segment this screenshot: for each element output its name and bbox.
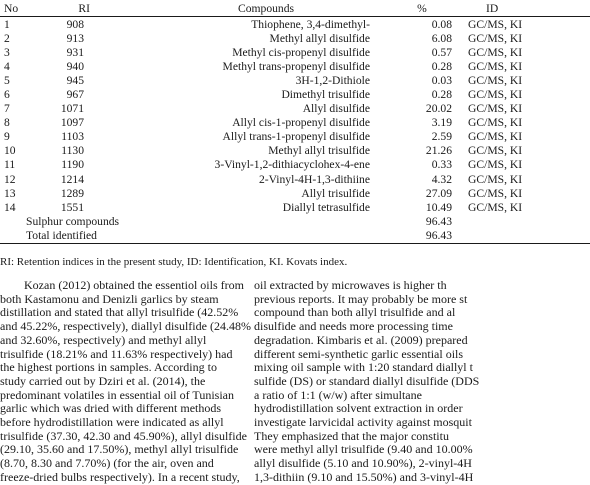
summary-empty-cell	[458, 228, 590, 243]
row-id: GC/MS, KI	[468, 200, 523, 214]
text-line: before hydrodistillation were indicated as allyl	[0, 415, 224, 430]
table-row	[0, 102, 590, 116]
summary-value: 96.43	[425, 214, 452, 228]
row-number: 4	[4, 59, 10, 73]
text-line: freeze-dried bulbs respectively). In a recent study,	[0, 469, 240, 484]
row-number: 3	[4, 45, 10, 59]
row-number: 12	[4, 172, 16, 186]
text-line: and 32.60%, respectively) and methyl allyl	[0, 332, 207, 347]
table-row	[0, 45, 590, 59]
table-row	[0, 158, 590, 172]
summary-value: 96.43	[372, 228, 458, 243]
text-line: compound than both allyl trisulfide and al	[254, 305, 456, 320]
table-row	[0, 87, 590, 101]
row-number: 8	[4, 116, 10, 130]
row-id: GC/MS, KI	[468, 172, 523, 186]
row-ri: 940	[66, 59, 84, 73]
row-percent: 0.33	[431, 158, 452, 172]
row-number: 7	[4, 102, 10, 116]
row-number: 14	[4, 200, 16, 214]
table-row	[0, 73, 590, 87]
text-line: Kozan (2012) obtained the essentiol oils from	[24, 278, 244, 292]
row-id: GC/MS, KI	[468, 116, 523, 130]
row-compound: Methyl allyl trisulfide	[268, 144, 370, 158]
text-line: investigate larvicidal activity against mosquit	[254, 415, 472, 430]
row-compound: Allyl disulfide	[302, 102, 370, 116]
table-row	[0, 17, 590, 32]
row-number: 5	[4, 73, 10, 87]
row-id: GC/MS, KI	[468, 88, 523, 102]
row-number: 11	[4, 158, 16, 172]
row-ri: 931	[66, 45, 84, 59]
row-id: GC/MS, KI	[468, 186, 523, 200]
row-id: GC/MS, KI	[468, 45, 523, 59]
text-line: different semi-synthetic garlic essential oils	[254, 346, 464, 361]
row-ri: 1214	[60, 172, 84, 186]
row-number: 10	[4, 144, 16, 158]
row-percent: 20.02	[425, 102, 452, 116]
table-body	[0, 17, 590, 244]
text-line: previous reports. It may probably be more st	[254, 291, 468, 306]
text-line: distillation and stated that allyl trisulfide (42.52%	[0, 305, 239, 320]
row-percent: 4.32	[431, 172, 452, 186]
header-ri: RI	[30, 0, 100, 17]
row-percent: 0.57	[431, 45, 452, 59]
row-id: GC/MS, KI	[468, 17, 523, 31]
row-compound: Allyl trans-1-propenyl disulfide	[222, 130, 370, 144]
row-ri: 1097	[60, 116, 84, 130]
summary-empty-cell	[458, 214, 590, 228]
row-ri: 1551	[60, 200, 84, 214]
row-ri: 1190	[61, 158, 84, 172]
row-percent: 0.28	[431, 88, 452, 102]
text-line: sulfide (DS) or standard diallyl disulfide (DDS	[254, 373, 480, 388]
row-compound: 3-Vinyl-1,2-dithiacyclohex-4-ene	[214, 158, 370, 172]
row-number: 6	[4, 88, 10, 102]
text-line: predominant volatiles in essential oil of Tunisian	[0, 387, 234, 402]
summary-label: Total identified	[0, 228, 372, 243]
row-ri: 1130	[61, 144, 84, 158]
row-number: 1	[4, 17, 10, 31]
row-percent: 2.59	[431, 130, 452, 144]
row-compound: Dimethyl trisulfide	[281, 88, 370, 102]
row-ri: 967	[66, 88, 84, 102]
summary-label: Sulphur compounds	[26, 214, 120, 228]
text-line: allyl disulfide (5.10 and 10.90%), 2-vinyl-4H	[254, 456, 472, 471]
row-number: 13	[4, 186, 16, 200]
summary-row	[0, 228, 590, 243]
row-compound: Thiophene, 3,4-dimethyl-	[251, 17, 370, 31]
row-percent: 27.09	[425, 186, 452, 200]
row-ri: 913	[66, 31, 84, 45]
table-header-row	[0, 0, 590, 17]
right-text-column	[254, 279, 494, 485]
row-number: 9	[4, 130, 10, 144]
header-compounds: Compounds	[100, 0, 372, 17]
row-id: GC/MS, KI	[468, 73, 523, 87]
table-row	[0, 200, 590, 214]
row-ri: 1289	[60, 186, 84, 200]
text-line: and 45.22%, respectively), diallyl disulfide (24.48%	[0, 319, 251, 334]
text-line: garlic which was dried with different methods	[0, 401, 222, 416]
row-compound: Methyl allyl disulfide	[269, 31, 370, 45]
row-ri: 1103	[61, 130, 84, 144]
text-line: (8.70, 8.30 and 7.70%) (for the air, oven and	[0, 456, 214, 471]
text-line: trisulfide (37.30, 42.30 and 45.90%), allyl disulfide	[0, 428, 247, 443]
row-compound: 2-Vinyl-4H-1,3-dithiine	[258, 172, 370, 186]
text-line: the highest portions in samples. According to	[0, 360, 217, 375]
row-percent: 10.49	[425, 200, 452, 214]
row-ri: 1071	[60, 102, 84, 116]
table-row	[0, 172, 590, 186]
summary-row	[0, 214, 590, 228]
table-row	[0, 186, 590, 200]
row-ri: 908	[66, 17, 84, 31]
text-line: disulfide and needs more processing time	[254, 319, 453, 334]
text-line: hydrodistillation solvent extraction in order	[254, 401, 463, 416]
text-line: mixing oil sample with 1:20 standard diallyl t	[254, 360, 473, 375]
text-line: They emphasized that the major constitu	[254, 428, 449, 443]
row-percent: 6.08	[431, 31, 452, 45]
text-line: study carried out by Dziri et al. (2014), the	[0, 373, 206, 388]
table-row	[0, 144, 590, 158]
row-id: GC/MS, KI	[468, 31, 523, 45]
text-line: trisulfide (18.21% and 11.63% respectively) had	[0, 346, 233, 361]
table-row	[0, 59, 590, 73]
header-id: ID	[458, 0, 590, 17]
left-text-column	[0, 278, 251, 485]
text-line: degradation. Kimbaris et al. (2009) prepared	[254, 332, 468, 347]
row-percent: 0.08	[431, 17, 452, 31]
row-compound: Methyl trans-propenyl disulfide	[222, 59, 370, 73]
row-percent: 3.19	[431, 116, 452, 130]
row-id: GC/MS, KI	[468, 59, 523, 73]
row-compound: Diallyl tetrasulfide	[282, 200, 370, 214]
text-line: both Kastamonu and Denizli garlics by steam	[0, 291, 219, 306]
table-row	[0, 116, 590, 130]
text-line: a ratio of 1:1 (w/w) after simultane	[254, 387, 422, 402]
table-footnote: RI: Retention indices in the present study, ID: Identification, KI. Kovats index.	[0, 256, 348, 268]
header-percent: %	[372, 0, 458, 17]
row-id: GC/MS, KI	[468, 158, 523, 172]
row-compound: Allyl cis-1-propenyl disulfide	[232, 116, 370, 130]
row-percent: 21.26	[425, 144, 452, 158]
row-compound: Allyl trisulfide	[301, 186, 370, 200]
table-row	[0, 31, 590, 45]
row-number: 2	[4, 31, 10, 45]
row-compound: Methyl cis-propenyl disulfide	[232, 45, 370, 59]
header-no: No	[0, 0, 30, 17]
table-row	[0, 130, 590, 144]
row-id: GC/MS, KI	[468, 130, 523, 144]
row-percent: 0.28	[431, 59, 452, 73]
text-line: oil extracted by microwaves is higher th	[254, 278, 447, 292]
text-line: were methyl allyl trisulfide (9.40 and 10.00%	[254, 442, 473, 457]
row-compound: 3H-1,2-Dithiole	[295, 73, 370, 87]
row-id: GC/MS, KI	[468, 144, 523, 158]
row-ri: 945	[66, 73, 84, 87]
text-line: (29.10, 35.60 and 17.50%), methyl allyl trisulfide	[0, 442, 239, 457]
row-percent: 0.03	[431, 73, 452, 87]
row-id: GC/MS, KI	[468, 102, 523, 116]
text-line: 1,3-dithiin (9.10 and 15.50%) and 3-vinyl-4H	[254, 469, 474, 484]
